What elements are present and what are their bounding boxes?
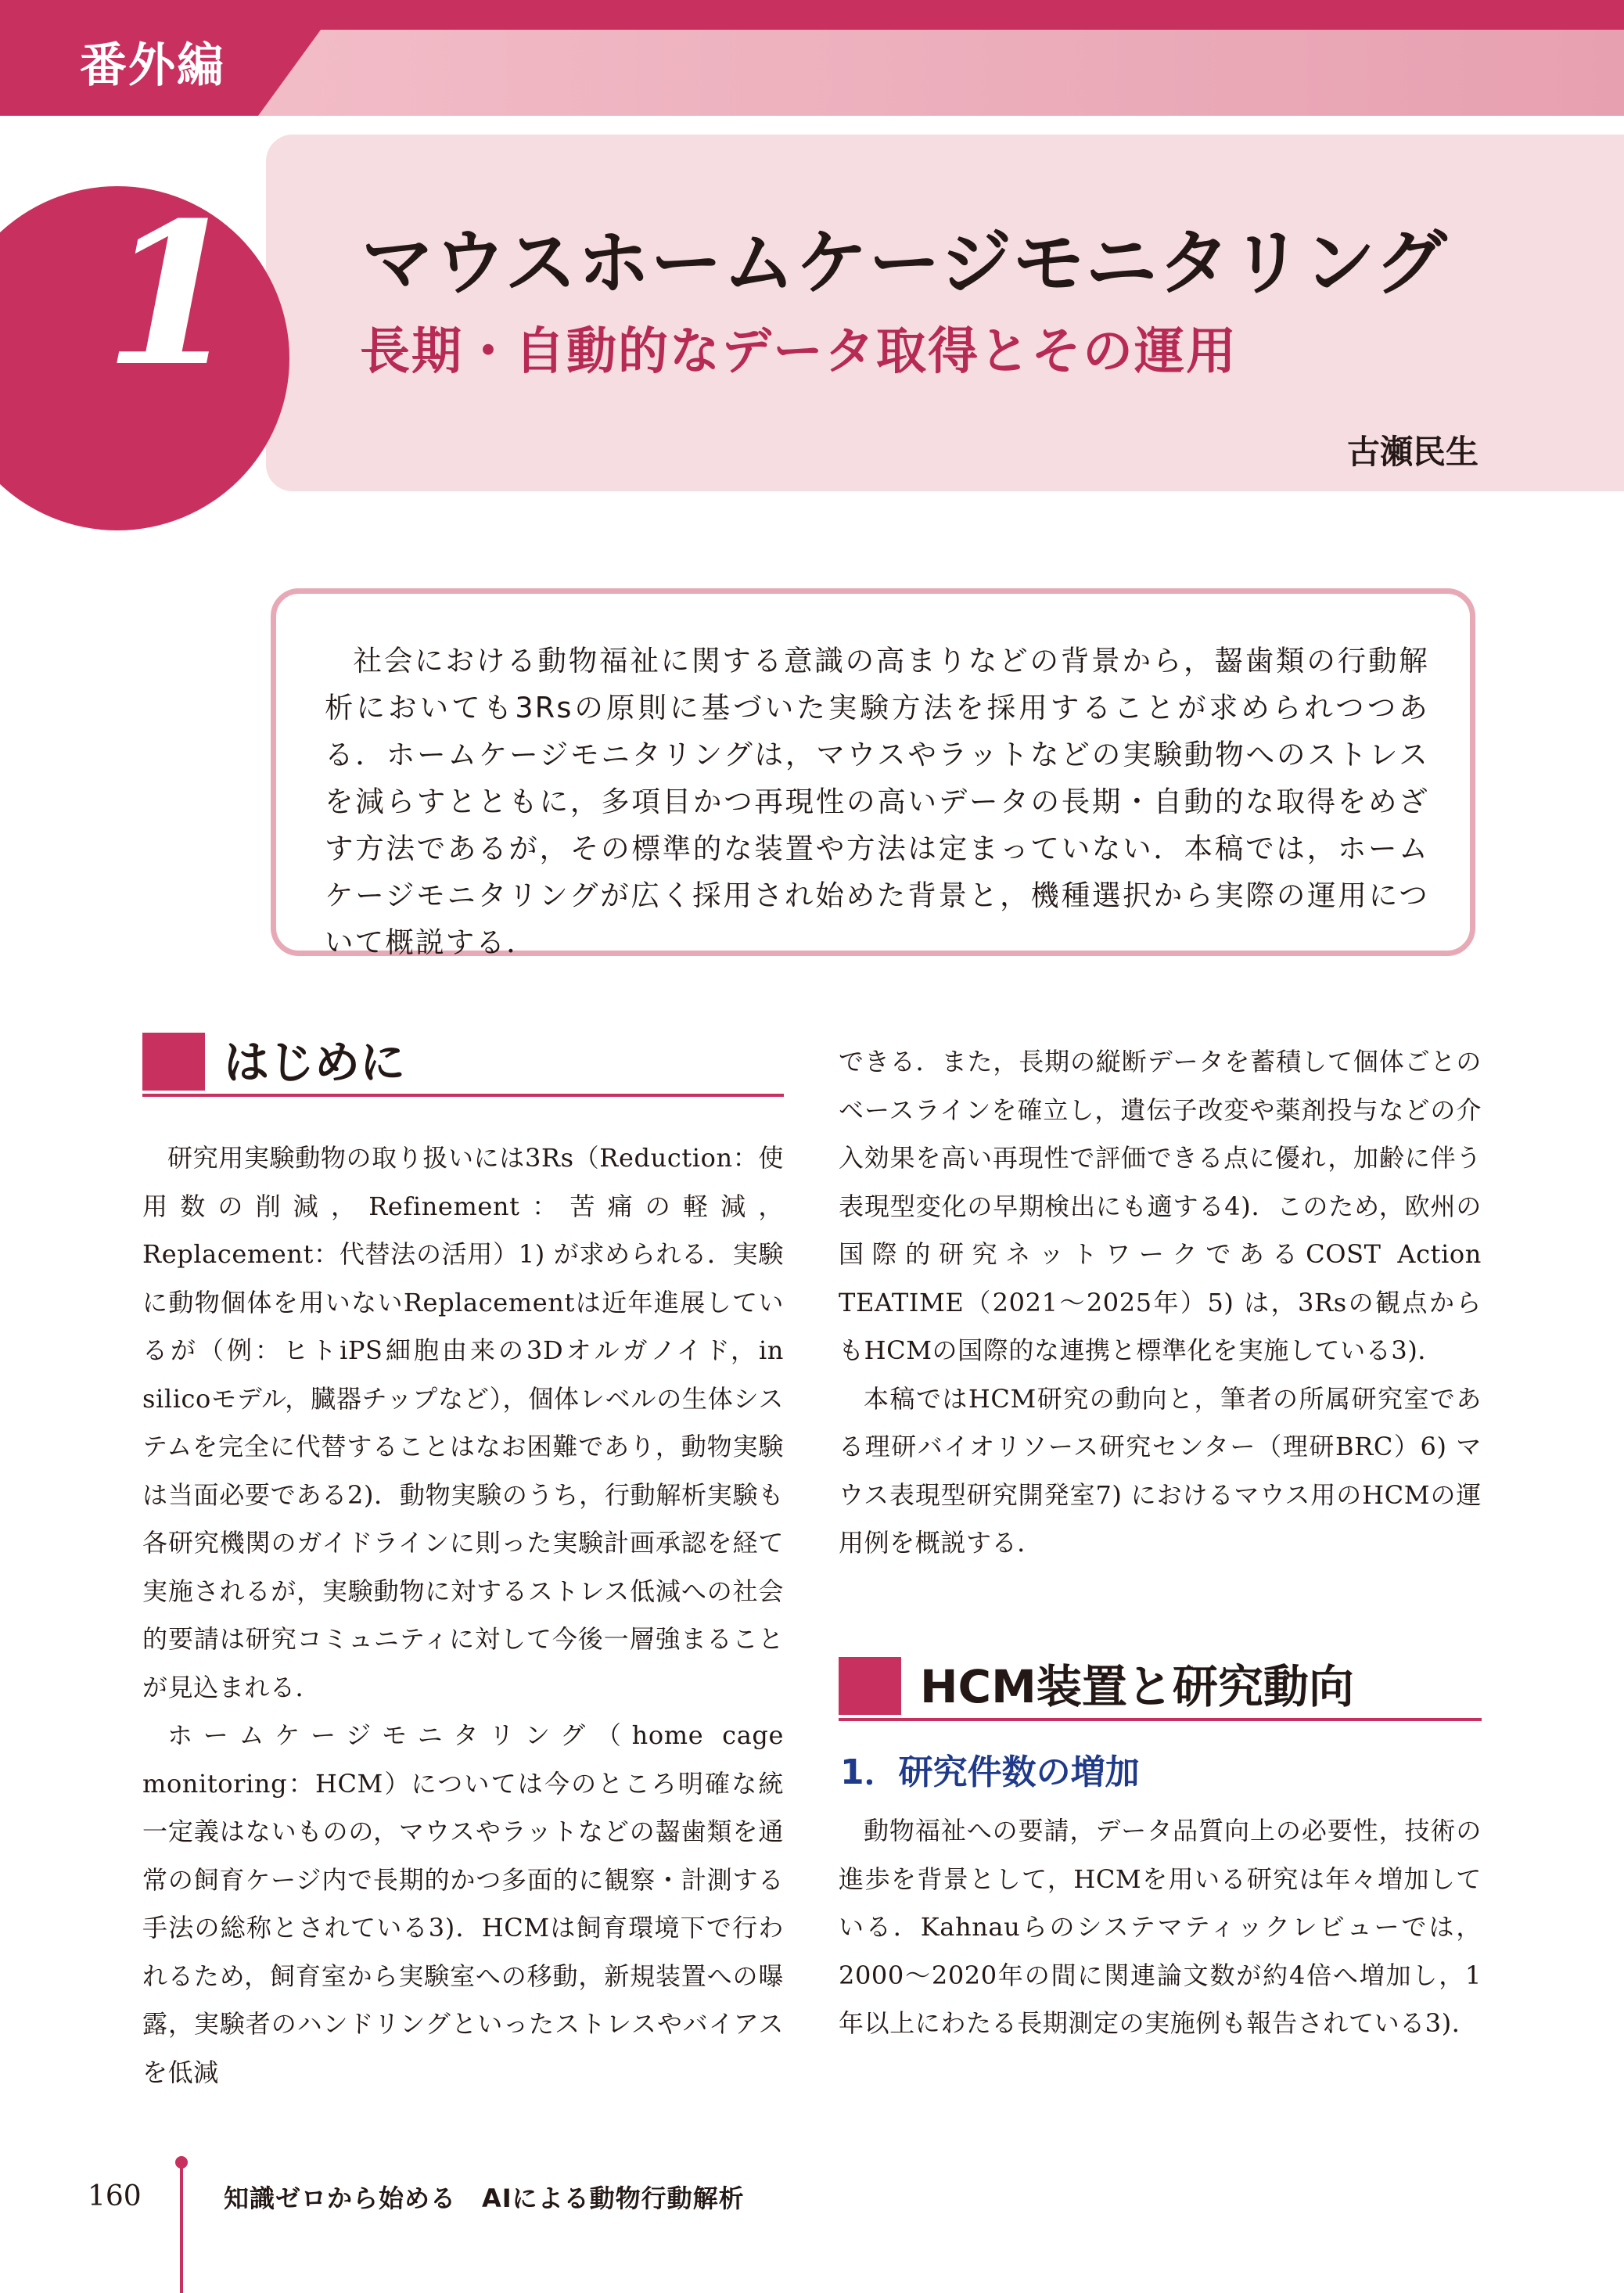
heading-marker — [839, 1657, 901, 1715]
article-subtitle: 長期・自動的なデータ取得とその運用 — [360, 323, 1238, 381]
abstract-text: 社会における動物福祉に関する意識の高まりなどの背景から，齧歯類の行動解析においても3Rsの原則に基づいた実験方法を採用することが求められつつある．ホームケージモニタリングは，マウスやラットなどの実験動物へのストレスを減らすとともに，多項目かつ再現性の高いデータの長期・自動的な取得をめざす方法であるが，その標準的な装置や方法は定まっていない．本稿では，ホームケージモニタリングが広く採用され始めた背景と，機種選択から実際の運用について概説する． — [325, 644, 1429, 959]
intro-paragraph-3: できる．また，長期の縦断データを蓄積して個体ごとのベースラインを確立し，遺伝子改変や薬剤投与などの介入効果を高い再現性で評価できる点に優れ，加齢に伴う表現型変化の早期検出にも適する4)．このため，欧州の国際的研究ネットワークであるCOST Action TEATIME（2021～2025年）5) は，3Rsの観点からもHCMの国際的な連携と標準化を実施している3)． — [839, 1047, 1482, 1365]
section-heading-intro — [142, 1033, 784, 1095]
article-title: マウスホームケージモニタリング — [361, 221, 1448, 305]
section-heading-label: HCM装置と研究動向 — [920, 1660, 1354, 1713]
page-number: 160 — [88, 2180, 142, 2212]
chapter-number: 1 — [104, 179, 240, 409]
chapter-band — [0, 30, 1624, 116]
section-tag: 番外編 — [80, 38, 225, 93]
intro-paragraph-4: 本稿ではHCM研究の動向と，筆者の所属研究室である理研バイオリソース研究センター（理研BRC）6) マウス表現型研究開発室7) におけるマウス用のHCMの運用例を概説する． — [839, 1383, 1482, 1558]
heading-marker — [142, 1033, 205, 1091]
top-accent-bar — [0, 0, 1624, 30]
author-name: 古瀬民生 — [1346, 433, 1478, 471]
intro-paragraph-2: ホームケージモニタリング（home cage monitoring：HCM）については今のところ明確な統一定義はないものの，マウスやラットなどの齧歯類を通常の飼育ケージ内で長期的かつ多面的に観察・計測する手法の総称とされている3)．HCMは飼育環境下で行われるため，飼育室から実験室への移動，新規装置への曝露，実験者のハンドリングといったストレスやバイアスを低減 — [142, 1720, 784, 2087]
right-column — [839, 1038, 1482, 1568]
hcm-paragraph-1: 動物福祉への要請，データ品質向上の必要性，技術の進歩を背景として，HCMを用いる研究は年々増加している．Kahnauらのシステマティックレビューでは，2000～2020年の間に関連論文数が約4倍へ増加し，1年以上にわたる長期測定の実施例も報告されている3)． — [839, 1816, 1482, 2038]
section-heading-hcm — [839, 1657, 1482, 1720]
left-column — [142, 1134, 784, 2097]
section-heading-label: はじめに — [224, 1036, 406, 1089]
subsection-heading: 1．研究件数の増加 — [840, 1752, 1140, 1792]
abstract-box — [271, 588, 1475, 959]
heading-rule — [142, 1094, 784, 1097]
heading-rule — [839, 1718, 1482, 1721]
intro-paragraph-1: 研究用実験動物の取り扱いには3Rs（Reduction：使用数の削減，Refinement：苦痛の軽減，Replacement：代替法の活用）1) が求められる．実験に動物個体を用いないReplacementは近年進展しているが（例：ヒトiPS細胞由来の3Dオルガノイド，in silicoモデル，臓器チップなど），個体レベルの生体システムを完全に代替することはなお困難であり，動物実験は当面必要である2)．動物実験のうち，行動解析実験も各研究機関のガイドラインに則った実験計画承認を経て実施されるが，実験動物に対するストレス低減への社会的要請は研究コミュニティに対して今後一層強まることが見込まれる． — [142, 1143, 784, 1702]
running-title: 知識ゼロから始める AIによる動物行動解析 — [224, 2183, 745, 2213]
footer-rule — [180, 2165, 183, 2293]
right-column-lower — [839, 1807, 1482, 2048]
chapter-band-shape — [0, 30, 1624, 116]
